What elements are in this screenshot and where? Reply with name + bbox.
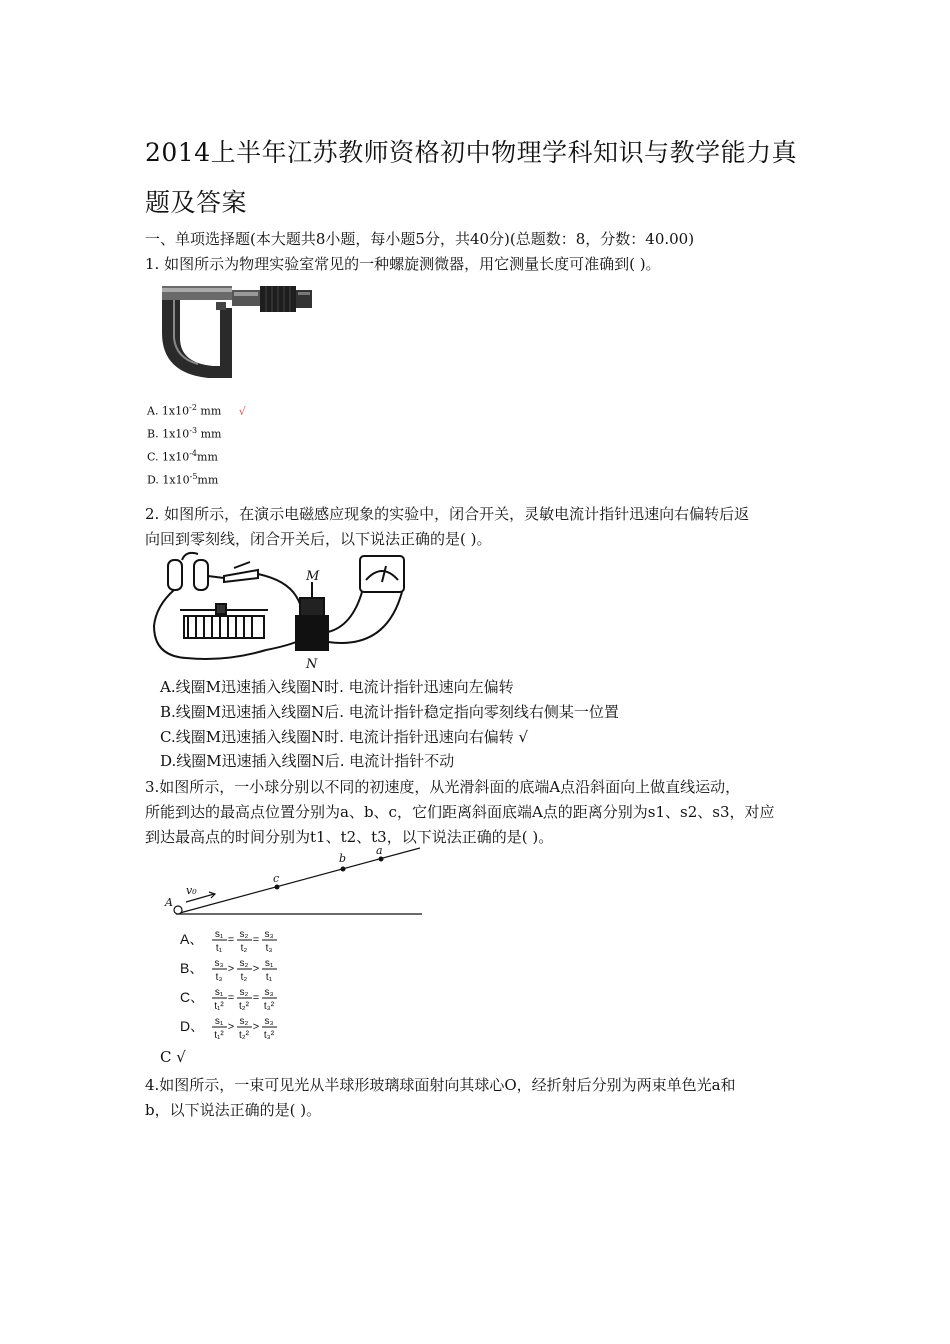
- q3-option-d-operator-1: >: [227, 1021, 235, 1033]
- point-b-label: b: [339, 852, 347, 865]
- coil-n-label: N: [306, 657, 318, 672]
- q1-option-a-exp: -2: [189, 403, 197, 412]
- q3-option-c-numerator-3: s₃: [264, 987, 274, 998]
- q3-option-a-operator-1: =: [227, 934, 235, 946]
- q3-option-b-numerator-1: s₃: [214, 958, 224, 969]
- q1-option-b-text: B. 1x10: [147, 427, 190, 441]
- q3-option-a-letter: A、: [180, 931, 204, 947]
- point-a-top-label: a: [376, 844, 383, 857]
- q2-option-b[interactable]: B.线圈M迅速插入线圈N后. 电流计指针稳定指向零刻线右侧某一位置: [160, 703, 619, 721]
- micrometer-image: [158, 278, 318, 388]
- q3-option-a-operator-2: =: [252, 934, 260, 946]
- q3-option-a-denominator-3: t₃: [265, 943, 273, 954]
- q3-option-d-letter: D、: [180, 1018, 205, 1034]
- q4-stem-cont: b，以下说法正确的是( )。: [145, 1101, 322, 1119]
- q1-option-c-unit: mm: [197, 450, 218, 464]
- inclined-plane-diagram: [160, 842, 425, 922]
- q3-option-d-operator-2: >: [252, 1021, 260, 1033]
- q1-option-a[interactable]: [147, 403, 246, 418]
- q2-option-d[interactable]: D.线圈M迅速插入线圈N后. 电流计指针不动: [160, 752, 455, 770]
- q1-stem: 1. 如图所示为物理实验室常见的一种螺旋测微器，用它测量长度可准确到( )。: [145, 255, 661, 273]
- q3-option-d-numerator-3: s₃: [264, 1016, 274, 1027]
- q3-option-a-numerator-3: s₃: [264, 929, 274, 940]
- page-title-cont: 题及答案: [145, 188, 248, 217]
- q1-option-b-unit: mm: [197, 427, 222, 441]
- point-c-label: c: [273, 872, 280, 885]
- q3-stem: 3.如图所示，一小球分别以不同的初速度，从光滑斜面的底端A点沿斜面向上做直线运动，: [145, 778, 741, 796]
- q3-option-b-operator-2: >: [252, 963, 260, 975]
- q1-option-d-exp: -5: [189, 472, 198, 481]
- q3-answer: C √: [160, 1048, 186, 1066]
- q3-option-a-numerator-2: s₂: [239, 929, 249, 940]
- q3-option-b-letter: B、: [180, 960, 204, 976]
- q2-option-c[interactable]: C.线圈M迅速插入线圈N时. 电流计指针迅速向右偏转 √: [160, 728, 529, 746]
- q1-option-d[interactable]: [147, 472, 218, 487]
- q3-option-d-denominator-3: t₃²: [263, 1030, 275, 1041]
- q1-option-b[interactable]: [147, 426, 221, 441]
- q3-option-b-operator-1: >: [227, 963, 235, 975]
- page-title: 2014上半年江苏教师资格初中物理学科知识与教学能力真: [145, 138, 798, 167]
- q3-option-b-numerator-2: s₂: [239, 958, 249, 969]
- q2-option-a[interactable]: A.线圈M迅速插入线圈N时. 电流计指针迅速向左偏转: [160, 678, 514, 696]
- q3-option-c-letter: C、: [180, 989, 205, 1005]
- q3-options-figure: [180, 922, 300, 1046]
- q3-option-d-numerator-2: s₂: [239, 1016, 249, 1027]
- q3-option-c-denominator-1: t₁²: [214, 1001, 224, 1012]
- answer-check-mark: √: [238, 404, 246, 418]
- q1-option-b-exp: -3: [189, 426, 198, 435]
- q3-option-b-denominator-3: t₁: [265, 972, 273, 983]
- point-a-label: A: [165, 896, 173, 909]
- q1-option-c-text: C. 1x10: [147, 450, 190, 464]
- q3-option-c-denominator-2: t₂²: [239, 1001, 249, 1012]
- q1-option-a-text: A. 1x10: [147, 404, 190, 418]
- section-header: 一、单项选择题(本大题共8小题，每小题5分，共40分)(总题数：8，分数：40.00): [145, 230, 695, 248]
- q3-stem-cont: 所能到达的最高点位置分别为a、b、c，它们距离斜面底端A点的距离分别为s1、s2、s3，对应: [145, 803, 775, 821]
- q3-option-b-numerator-3: s₁: [264, 958, 274, 969]
- coil-m-label: M: [306, 569, 320, 584]
- q3-option-d-numerator-1: s₁: [214, 1016, 224, 1027]
- q3-option-a-denominator-2: t₂: [240, 943, 248, 954]
- q3-option-c-numerator-2: s₂: [239, 987, 249, 998]
- q3-option-c-denominator-3: t₃²: [263, 1001, 275, 1012]
- q3-option-a-numerator-1: s₁: [214, 929, 224, 940]
- q3-option-c-operator-1: =: [227, 992, 235, 1004]
- q3-option-a-denominator-1: t₁: [215, 943, 223, 954]
- velocity-label: v₀: [186, 884, 197, 897]
- q3-option-d-denominator-2: t₂²: [239, 1030, 249, 1041]
- q4-stem: 4.如图所示，一束可见光从半球形玻璃球面射向其球心O，经折射后分别为两束单色光a和: [145, 1076, 736, 1094]
- q1-option-d-unit: mm: [197, 473, 219, 487]
- q3-option-c-operator-2: =: [252, 992, 260, 1004]
- q2-stem: 2. 如图所示，在演示电磁感应现象的实验中，闭合开关，灵敏电流计指针迅速向右偏转后返: [145, 505, 750, 523]
- q1-option-c-exp: -4: [189, 449, 198, 458]
- q3-stem-cont-2: 到达最高点的时间分别为t1、t2、t3，以下说法正确的是( )。: [145, 828, 554, 846]
- q3-option-b-denominator-2: t₂: [240, 972, 248, 983]
- electromagnetic-induction-diagram: [146, 546, 416, 674]
- q1-option-d-text: D. 1x10: [147, 473, 190, 487]
- q3-option-d-denominator-1: t₁²: [214, 1030, 224, 1041]
- q2-stem-cont: 向回到零刻线，闭合开关后，以下说法正确的是( )。: [145, 530, 492, 548]
- q3-option-c-numerator-1: s₁: [214, 987, 224, 998]
- q3-option-b-denominator-1: t₃: [215, 972, 223, 983]
- q1-option-a-unit: mm: [196, 404, 222, 418]
- q1-option-c[interactable]: [147, 449, 218, 464]
